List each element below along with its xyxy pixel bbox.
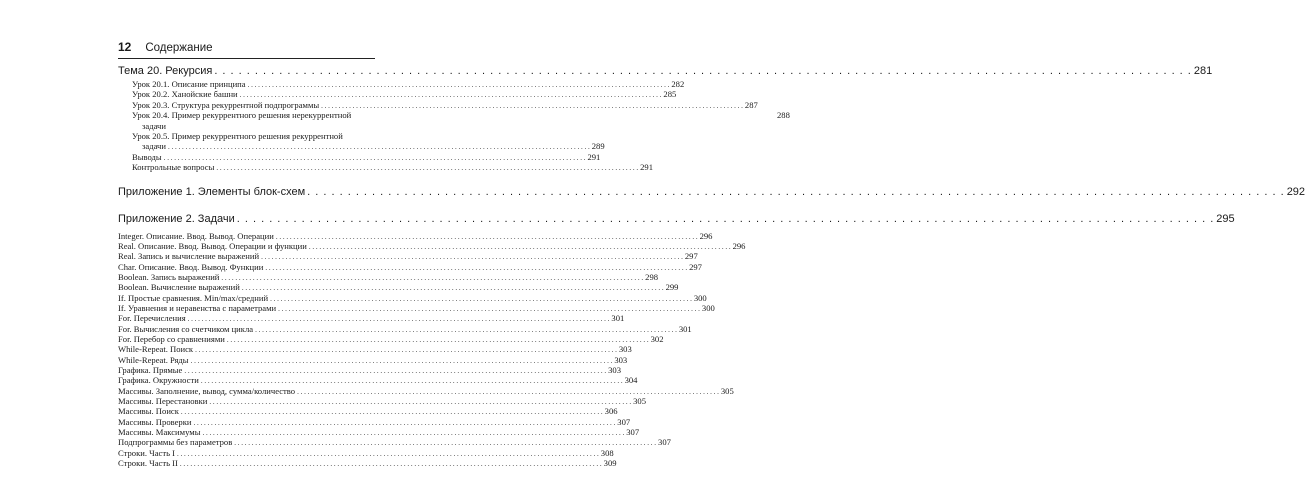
leader-dots [248, 80, 670, 90]
header-rule [118, 58, 375, 59]
toc-entry-page: 296 [732, 240, 746, 251]
toc-entry-page: 291 [587, 151, 601, 162]
toc-entry-title: Real. Описание. Ввод. Вывод. Операции и функции [118, 240, 307, 251]
toc-task-entry[interactable] [118, 333, 664, 344]
leader-dots [221, 273, 643, 283]
toc-lesson-20-5-line1[interactable] [118, 131, 375, 141]
toc-entry-title: Массивы. Максимумы [118, 427, 201, 438]
toc-task-entry[interactable] [118, 364, 621, 375]
toc-entry-page: 301 [678, 323, 692, 334]
toc-task-entry[interactable] [118, 427, 640, 438]
toc-entry-page: 298 [645, 271, 659, 282]
toc-entry-page: 296 [699, 230, 713, 241]
toc-entry-title: Массивы. Заполнение, вывод, сумма/количество [118, 385, 296, 396]
leader-dots [184, 366, 606, 376]
toc-entry-page: 291 [640, 162, 654, 173]
toc-entry-title: Строки. Часть II [118, 458, 178, 469]
toc-task-entry[interactable] [118, 261, 702, 272]
toc-entry-title: While-Repeat. Поиск [118, 344, 194, 355]
toc-entry-title: For. Перебор со сравнениями [118, 333, 225, 344]
leader-dots [209, 397, 631, 407]
leader-dots [255, 325, 677, 335]
leader-dots [276, 232, 698, 242]
leader-dots [177, 449, 599, 459]
toc-task-entry[interactable] [118, 458, 617, 469]
toc-entry-page: 303 [618, 344, 632, 355]
toc-entry-title: Урок 20.1. Описание принципа [132, 79, 246, 89]
leader-dots [309, 242, 731, 252]
toc-task-entry[interactable] [118, 282, 679, 293]
leader-dots [237, 212, 1215, 227]
toc-entry-page: 300 [693, 292, 707, 303]
toc-entry-page: 302 [650, 333, 664, 344]
toc-entry-title: Boolean. Вычисление выражений [118, 282, 240, 293]
toc-entry-title: Массивы. Перестановки [118, 396, 208, 407]
toc-task-entry[interactable] [118, 354, 628, 365]
leader-dots [180, 459, 602, 469]
leader-dots [270, 294, 692, 304]
toc-entry-page: 308 [600, 447, 614, 458]
toc-entry-title: For. Вычисления со счетчиком цикла [118, 323, 254, 334]
toc-entry-page: 307 [617, 416, 631, 427]
toc-lesson-20-4-line2[interactable] [118, 121, 375, 131]
toc-entry-page: 289 [591, 141, 605, 152]
toc-entry-title: Выводы [132, 151, 162, 162]
toc-entry-title: Графика. Прямые [118, 364, 183, 375]
running-title: Содержание [145, 42, 213, 54]
toc-entry-title: Урок 20.3. Структура рекуррентной подпрограммы [132, 99, 320, 110]
toc-entry-page: 295 [1216, 212, 1235, 225]
table-of-contents [118, 64, 1305, 469]
toc-task-entry[interactable] [118, 375, 638, 386]
toc-entry-title: For. Перечисления [118, 313, 186, 324]
toc-entry-page: 297 [689, 261, 702, 272]
toc-entry-page: 281 [1193, 65, 1213, 77]
toc-task-entry[interactable] [118, 271, 659, 282]
toc-task-entry[interactable] [118, 396, 647, 407]
toc-entry-page: 299 [665, 282, 679, 293]
toc-entry-title: If. Простые сравнения. Min/max/средний [118, 292, 269, 303]
leader-dots [216, 163, 638, 173]
toc-entry-page: 304 [624, 375, 638, 386]
toc-task-entry[interactable] [118, 313, 625, 324]
toc-entry-title: While-Repeat. Ряды [118, 354, 189, 365]
leader-dots [261, 252, 683, 262]
toc-entry-title: Строки. Часть I [118, 447, 176, 458]
toc-entry-title: Подпрограммы без параметров [118, 437, 233, 448]
toc-entry-title: Тема 20. Рекурсия [118, 65, 213, 77]
leader-dots [202, 428, 624, 438]
toc-entry-title: Char. Описание. Ввод. Вывод. Функции [118, 261, 264, 272]
leader-dots [242, 283, 664, 293]
toc-task-entry[interactable] [118, 385, 734, 396]
toc-control-questions[interactable] [118, 162, 654, 173]
toc-task-entry[interactable] [118, 323, 692, 334]
toc-lesson-20-5-line2[interactable] [118, 141, 605, 152]
toc-task-entry[interactable] [118, 447, 614, 458]
leader-dots [164, 153, 586, 163]
toc-task-entry[interactable] [118, 230, 713, 241]
leader-dots [321, 101, 743, 111]
toc-entry-page: 292 [1286, 185, 1305, 198]
toc-task-entry[interactable] [118, 302, 715, 313]
toc-entry-title: Приложение 1. Элементы блок-схем [118, 185, 306, 198]
toc-entry-title: Массивы. Проверки [118, 416, 192, 427]
toc-entry-page: 287 [744, 99, 758, 110]
toc-appendix-2[interactable] [118, 212, 1235, 227]
leader-dots [227, 335, 649, 345]
toc-entry-title: Урок 20.4. Пример рекуррентного решения нерекуррентной [132, 110, 352, 121]
toc-entry-page: 307 [626, 427, 640, 438]
toc-task-entry[interactable] [118, 251, 698, 262]
leader-dots [194, 418, 616, 428]
leader-dots [181, 407, 603, 417]
toc-task-entry[interactable] [118, 416, 631, 427]
toc-entry-page: 282 [671, 79, 685, 89]
toc-entry-title: Приложение 2. Задачи [118, 212, 235, 225]
toc-appendix-1[interactable] [118, 185, 1305, 200]
toc-lesson[interactable] [118, 89, 677, 100]
toc-entry-page: 301 [611, 313, 625, 324]
toc-task-entry[interactable] [118, 240, 746, 251]
toc-entry-page: 306 [604, 406, 618, 417]
toc-lesson-20-4-line1[interactable] [118, 110, 790, 121]
toc-entry-title-continued: задачи [142, 120, 166, 131]
toc-entry-title: Урок 20.5. Пример рекуррентного решения рекуррентной [132, 130, 343, 141]
toc-entry-title: Контрольные вопросы [132, 162, 215, 173]
toc-lesson[interactable] [118, 99, 758, 110]
toc-entry-page: 297 [684, 251, 698, 262]
leader-dots [214, 64, 1192, 79]
leader-dots [234, 438, 656, 448]
toc-task-entry[interactable] [118, 292, 707, 303]
leader-dots [265, 263, 687, 273]
page-number: 12 [118, 40, 132, 54]
toc-entry-page: 307 [658, 437, 671, 448]
toc-entry-title: Real. Запись и вычисление выражений [118, 251, 260, 262]
leader-dots [297, 387, 719, 397]
toc-conclusions[interactable] [118, 151, 601, 162]
leader-dots [278, 304, 700, 314]
toc-entry-page: 303 [608, 364, 621, 375]
page-header [118, 40, 213, 54]
leader-dots [191, 356, 613, 366]
toc-entry-title: Графика. Окружности [118, 375, 199, 386]
toc-entry-page: 285 [663, 89, 677, 100]
leader-dots [307, 185, 1285, 200]
toc-entry-page: 303 [614, 354, 628, 365]
toc-entry-page: 309 [603, 458, 617, 469]
toc-entry-title: Массивы. Поиск [118, 406, 179, 417]
leader-dots [195, 345, 617, 355]
toc-task-entry[interactable] [118, 344, 632, 355]
toc-entry-page: 288 [776, 110, 790, 121]
toc-entry-title: If. Уравнения и неравенства с параметрами [118, 302, 277, 313]
toc-entry-page: 305 [633, 396, 647, 407]
task-list [118, 230, 746, 469]
toc-entry-title: Integer. Описание. Ввод. Вывод. Операции [118, 230, 274, 241]
toc-topic-20[interactable] [118, 64, 1213, 79]
toc-task-entry[interactable] [118, 406, 618, 417]
toc-entry-page: 300 [701, 302, 715, 313]
toc-entry-title-continued: задачи [142, 141, 166, 152]
toc-lesson[interactable] [118, 79, 685, 89]
toc-entry-page: 305 [720, 385, 734, 396]
leader-dots [168, 142, 590, 152]
toc-entry-title: Boolean. Запись выражений [118, 271, 220, 282]
toc-task-entry[interactable] [118, 437, 671, 448]
toc-entry-title: Урок 20.2. Ханойские башни [132, 89, 238, 100]
